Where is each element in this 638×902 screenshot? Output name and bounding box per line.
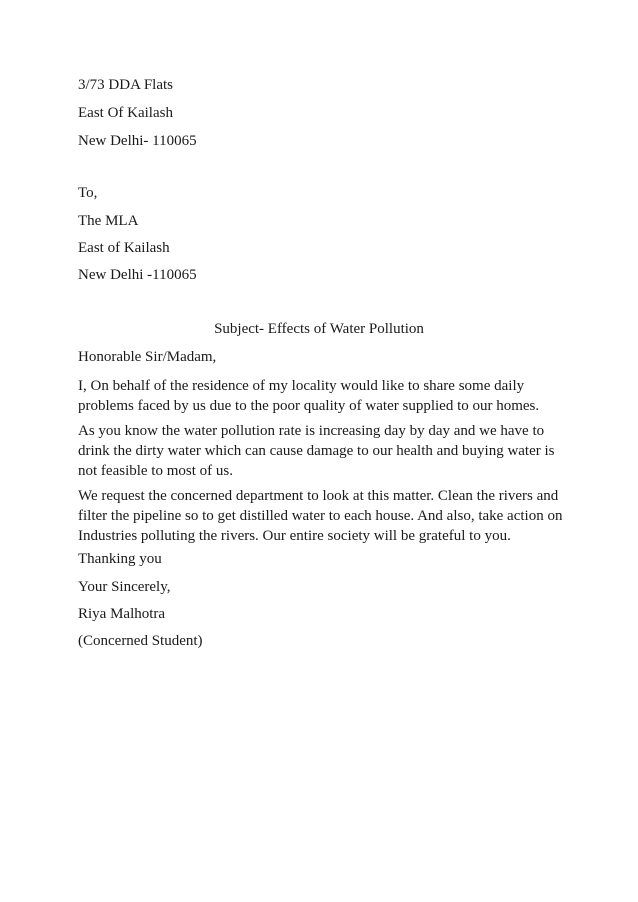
salutation: Honorable Sir/Madam, (78, 349, 217, 365)
body-paragraph-3: We request the concerned department to look at this matter. Clean the rivers and filter the pipeline so to get distilled water to each house. And also, take action on Industries polluting the rivers. Our entire society will be grateful to you. (78, 488, 563, 544)
closing-signoff: Your Sincerely, (78, 579, 171, 595)
signer-designation: (Concerned Student) (78, 633, 203, 649)
recipient-line1: The MLA (78, 213, 139, 229)
body-paragraph-2: As you know the water pollution rate is increasing day by day and we have to drink the dirty water which can cause damage to our health and buying water is not feasible to most of us. (78, 423, 555, 479)
recipient-line2: East of Kailash (78, 240, 170, 256)
sender-address-line2: East Of Kailash (78, 105, 173, 121)
recipient-line3: New Delhi -110065 (78, 267, 197, 283)
sender-address-line1: 3/73 DDA Flats (78, 77, 174, 93)
closing-thanks: Thanking you (78, 551, 162, 567)
body-paragraph-1: I, On behalf of the residence of my locality would like to share some daily problems faced by us due to the poor quality of water supplied to our homes. (78, 378, 540, 414)
subject-line: Subject- Effects of Water Pollution (214, 321, 424, 337)
signer-name: Riya Malhotra (78, 606, 166, 622)
sender-address-line3: New Delhi- 110065 (78, 133, 197, 149)
recipient-to: To, (78, 185, 98, 201)
